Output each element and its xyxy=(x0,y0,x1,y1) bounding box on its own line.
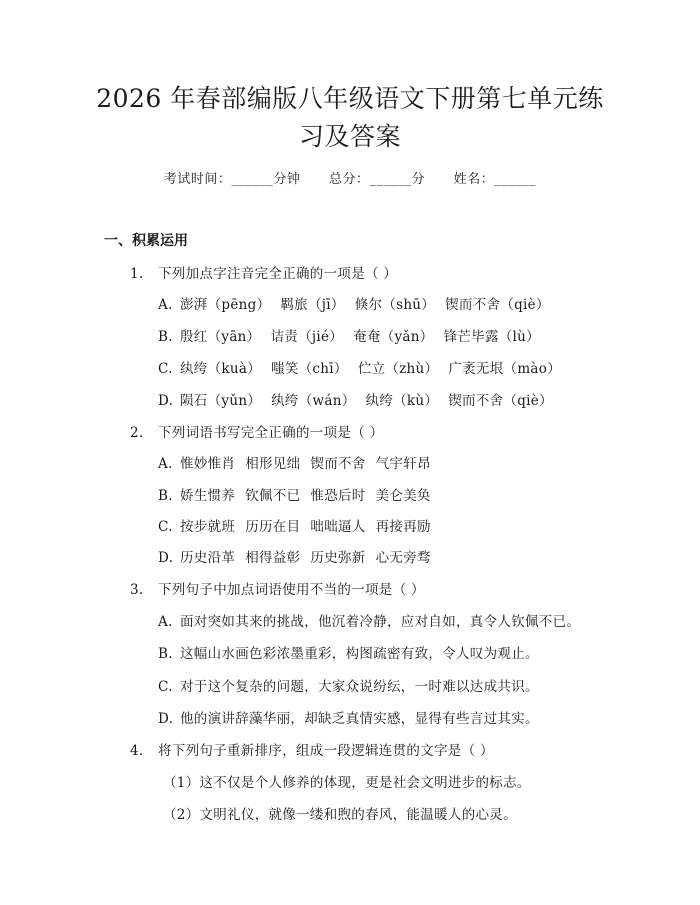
question-2 xyxy=(130,421,383,441)
question-number: 3. xyxy=(130,582,144,598)
option-word: 纨绔（kuà） xyxy=(180,361,262,377)
question-1 xyxy=(130,262,397,282)
option-word: 广袤无垠（mào） xyxy=(448,361,562,377)
option-3d xyxy=(158,707,539,727)
option-word: 历史沿革 xyxy=(180,550,236,566)
exam-meta xyxy=(0,168,700,187)
option-word: 按步就班 xyxy=(180,519,236,535)
option-word: 历史弥新 xyxy=(310,550,366,566)
option-word: 惟妙惟肖 xyxy=(180,456,236,472)
option-word: 嗤笑（chī） xyxy=(271,361,348,377)
option-word: 锲而不舍（qiè） xyxy=(448,393,553,409)
option-2d xyxy=(158,546,441,566)
option-word: 伫立（zhù） xyxy=(357,361,439,377)
option-word: 历历在目 xyxy=(245,519,301,535)
option-word: 气宇轩昂 xyxy=(375,456,431,472)
option-word: 娇生惯养 xyxy=(180,488,236,504)
question-4 xyxy=(130,739,494,759)
option-1d xyxy=(158,389,563,409)
title-line-2: 习及答案 xyxy=(298,122,401,151)
question-number: 2. xyxy=(130,425,144,441)
title-line-1: 2026 年春部编版八年级语文下册第七单元练 xyxy=(96,84,604,113)
option-word: 美仑美奂 xyxy=(375,488,431,504)
option-word: 惟恐后时 xyxy=(310,488,366,504)
option-2b xyxy=(158,484,441,504)
option-sentence: 对于这个复杂的问题，大家众说纷纭，一时难以达成共识。 xyxy=(180,679,539,695)
question-3 xyxy=(130,578,425,598)
option-letter: D. xyxy=(158,711,174,727)
option-letter: D. xyxy=(158,550,174,566)
question-text: 下列加点字注音完全正确的一项是（ ） xyxy=(158,266,398,282)
option-word: 羁旅（jī） xyxy=(280,297,345,313)
sentence-1: （1）这不仅是个人修养的体现，更是社会文明进步的标志。 xyxy=(163,775,531,791)
option-3b xyxy=(158,642,539,662)
option-word: 锋芒毕露（lù） xyxy=(443,329,540,345)
option-word: 纨绔（kù） xyxy=(365,393,439,409)
option-sentence: 这幅山水画色彩浓墨重彩，构图疏密有致，令人叹为观止。 xyxy=(180,646,539,662)
exam-name: 姓名：______ xyxy=(453,172,537,187)
option-3c xyxy=(158,675,539,695)
option-word: 心无旁骛 xyxy=(375,550,431,566)
option-word: 纨绔（wán） xyxy=(271,393,356,409)
option-word: 锲而不舍 xyxy=(310,456,366,472)
question-text: 将下列句子重新排序，组成一段逻辑连贯的文字是（ ） xyxy=(158,743,494,759)
option-word: 殷红（yān） xyxy=(180,329,261,345)
option-letter: B. xyxy=(158,646,173,662)
option-3a xyxy=(158,610,580,630)
option-word: 再接再励 xyxy=(375,519,431,535)
option-2a xyxy=(158,452,441,472)
option-1b xyxy=(158,325,550,345)
question-text: 下列词语书写完全正确的一项是（ ） xyxy=(158,425,384,441)
question-number: 4. xyxy=(130,743,144,759)
sentence-2: （2）文明礼仪，就像一缕和煦的春风，能温暖人的心灵。 xyxy=(163,807,517,823)
option-letter: C. xyxy=(158,679,173,695)
option-word: 澎湃（pēng） xyxy=(180,297,271,313)
option-word: 奄奄（yǎn） xyxy=(353,329,434,345)
option-word: 相形见绌 xyxy=(245,456,301,472)
option-letter: A. xyxy=(158,614,173,630)
option-2c xyxy=(158,515,441,535)
option-sentence: 面对突如其来的挑战，他沉着冷静，应对自如，真令人钦佩不已。 xyxy=(180,614,581,630)
option-letter: B. xyxy=(158,329,173,345)
option-1c xyxy=(158,357,571,377)
option-word: 诘责（jié） xyxy=(270,329,344,345)
option-word: 陨石（yǔn） xyxy=(180,393,262,409)
option-word: 钦佩不已 xyxy=(245,488,301,504)
option-word: 倏尔（shū） xyxy=(354,297,436,313)
section-heading: 一、积累运用 xyxy=(104,233,188,249)
option-letter: D. xyxy=(158,393,174,409)
option-sentence: 他的演讲辞藻华丽，却缺乏真情实感，显得有些言过其实。 xyxy=(180,711,539,727)
option-letter: B. xyxy=(158,488,173,504)
option-word: 锲而不舍（qiè） xyxy=(445,297,550,313)
option-word: 咄咄逼人 xyxy=(310,519,366,535)
page-title xyxy=(60,80,640,156)
option-word: 相得益彰 xyxy=(245,550,301,566)
option-letter: A. xyxy=(158,297,173,313)
exam-score: 总分：______分 xyxy=(328,172,425,187)
option-letter: C. xyxy=(158,519,173,535)
option-letter: A. xyxy=(158,456,173,472)
option-letter: C. xyxy=(158,361,173,377)
exam-time: 考试时间：______分钟 xyxy=(163,172,301,187)
option-1a xyxy=(158,293,560,313)
question-number: 1. xyxy=(130,266,144,282)
question-text: 下列句子中加点词语使用不当的一项是（ ） xyxy=(158,582,425,598)
